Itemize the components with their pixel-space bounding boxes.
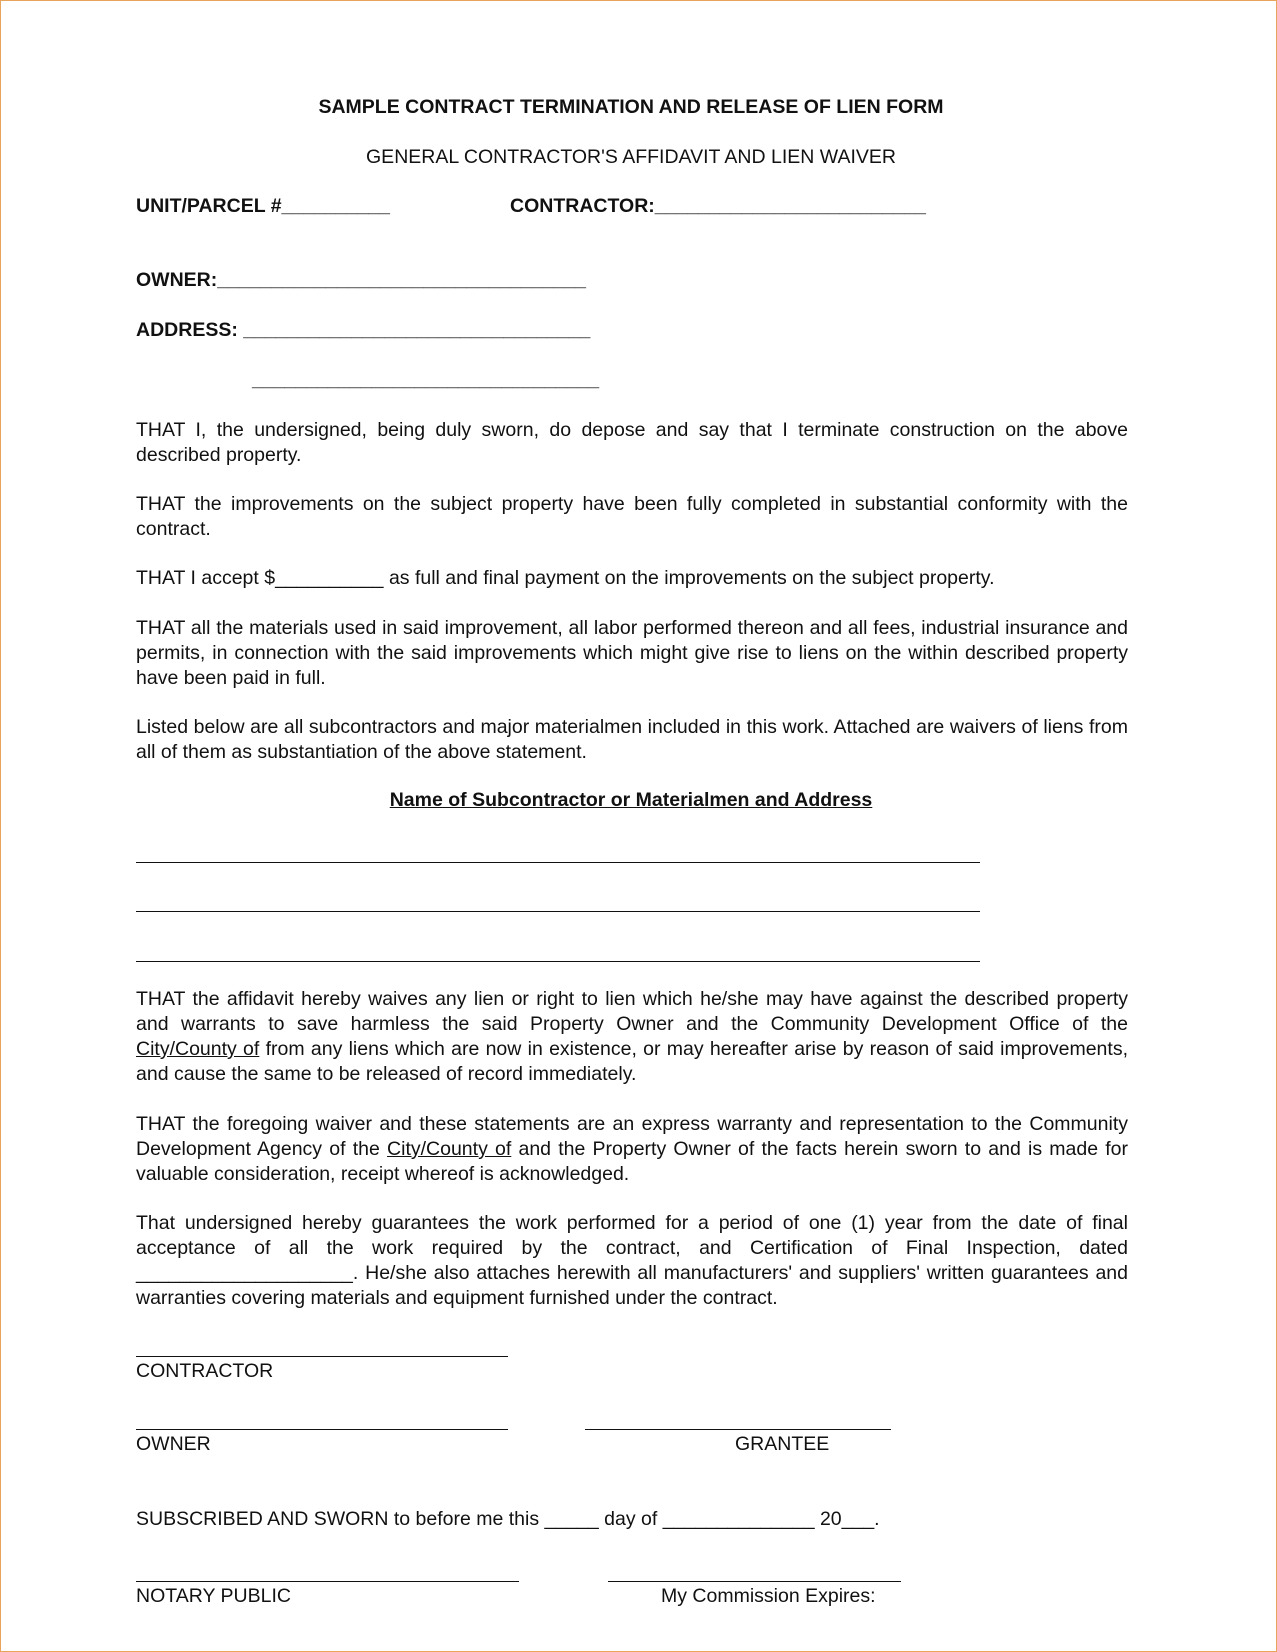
paragraph-subcontractors: Listed below are all subcontractors and major materialmen included in this work. Attached are waivers of liens from all of them as substantiation of the above statement. (136, 716, 1128, 763)
contractor-signature-line[interactable] (136, 1356, 508, 1357)
contractor-field[interactable]: CONTRACTOR:_________________________ (510, 195, 926, 217)
paragraph-warranty-text-a: THAT the foregoing waiver and these statements are an express warranty and representation to the Community Development Agency of the (136, 1113, 1128, 1160)
city-county-label: City/County of (136, 1038, 260, 1060)
paragraph-terminate: THAT I, the undersigned, being duly sworn, do depose and say that I terminate construction on the above described property. (136, 419, 1128, 466)
city-county-label-2: City/County of (387, 1138, 512, 1160)
paragraph-waiver-text-a: THAT the affidavit hereby waives any lien or right to lien which he/she may have against the described property and warrants to save harmless the said Property Owner and the Community Development Office of the (136, 988, 1128, 1035)
owner-signature-label: OWNER (136, 1433, 211, 1455)
paragraph-improvements: THAT the improvements on the subject property have been fully completed in substantial conformity with the contract. (136, 493, 1128, 540)
paragraph-materials: THAT all the materials used in said improvement, all labor performed thereon and all fees, industrial insurance and permits, in connection with the said improvements which might give rise to liens on the within described property have been paid in full. (136, 617, 1128, 689)
subcontractor-heading: Name of Subcontractor or Materialmen and Address (389, 789, 873, 811)
document-title: SAMPLE CONTRACT TERMINATION AND RELEASE OF LIEN FORM (318, 96, 944, 118)
subcontractor-line-3[interactable] (136, 961, 980, 962)
paragraph-warranty-text-b: and the Property Owner of the facts herein sworn to and is made for valuable consideration, receipt whereof is acknowledged. (136, 1138, 1129, 1185)
contractor-signature-label: CONTRACTOR (136, 1360, 274, 1382)
paragraph-payment: THAT I accept $__________ as full and final payment on the improvements on the subject property. (136, 567, 995, 589)
paragraph-waiver (136, 987, 1128, 1087)
unit-parcel-field[interactable]: UNIT/PARCEL #__________ (136, 195, 390, 217)
address-line-2-field[interactable]: ________________________________ (252, 369, 600, 391)
owner-signature-line[interactable] (136, 1429, 508, 1430)
document-subtitle: GENERAL CONTRACTOR'S AFFIDAVIT AND LIEN WAIVER (366, 146, 896, 168)
paragraph-warranty (136, 1112, 1128, 1187)
commission-line[interactable] (608, 1581, 901, 1582)
grantee-signature-line[interactable] (585, 1429, 891, 1430)
address-field[interactable]: ADDRESS: ________________________________ (136, 319, 591, 341)
notary-public-label: NOTARY PUBLIC (136, 1585, 291, 1607)
commission-expires-label: My Commission Expires: (661, 1585, 876, 1607)
paragraph-waiver-text-b: from any liens which are now in existence, or may hereafter arise by reason of said improvements, and cause the same to be released of record immediately. (136, 1038, 1128, 1085)
paragraph-guarantee: That undersigned hereby guarantees the work performed for a period of one (1) year from the date of final acceptance of all the work required by the contract, and Certification of Final Inspection, dated ____________________. He/she also attaches herewith all manufacturers' and suppliers' written guarantees and warranties covering materials and equipment furnished under the contract. (136, 1212, 1128, 1309)
owner-field[interactable]: OWNER:__________________________________ (136, 269, 586, 291)
subcontractor-line-1[interactable] (136, 862, 980, 863)
sworn-statement: SUBSCRIBED AND SWORN to before me this _____ day of ______________ 20___. (136, 1508, 880, 1530)
grantee-signature-label: GRANTEE (735, 1433, 830, 1455)
subcontractor-line-2[interactable] (136, 911, 980, 912)
notary-signature-line[interactable] (136, 1581, 519, 1582)
